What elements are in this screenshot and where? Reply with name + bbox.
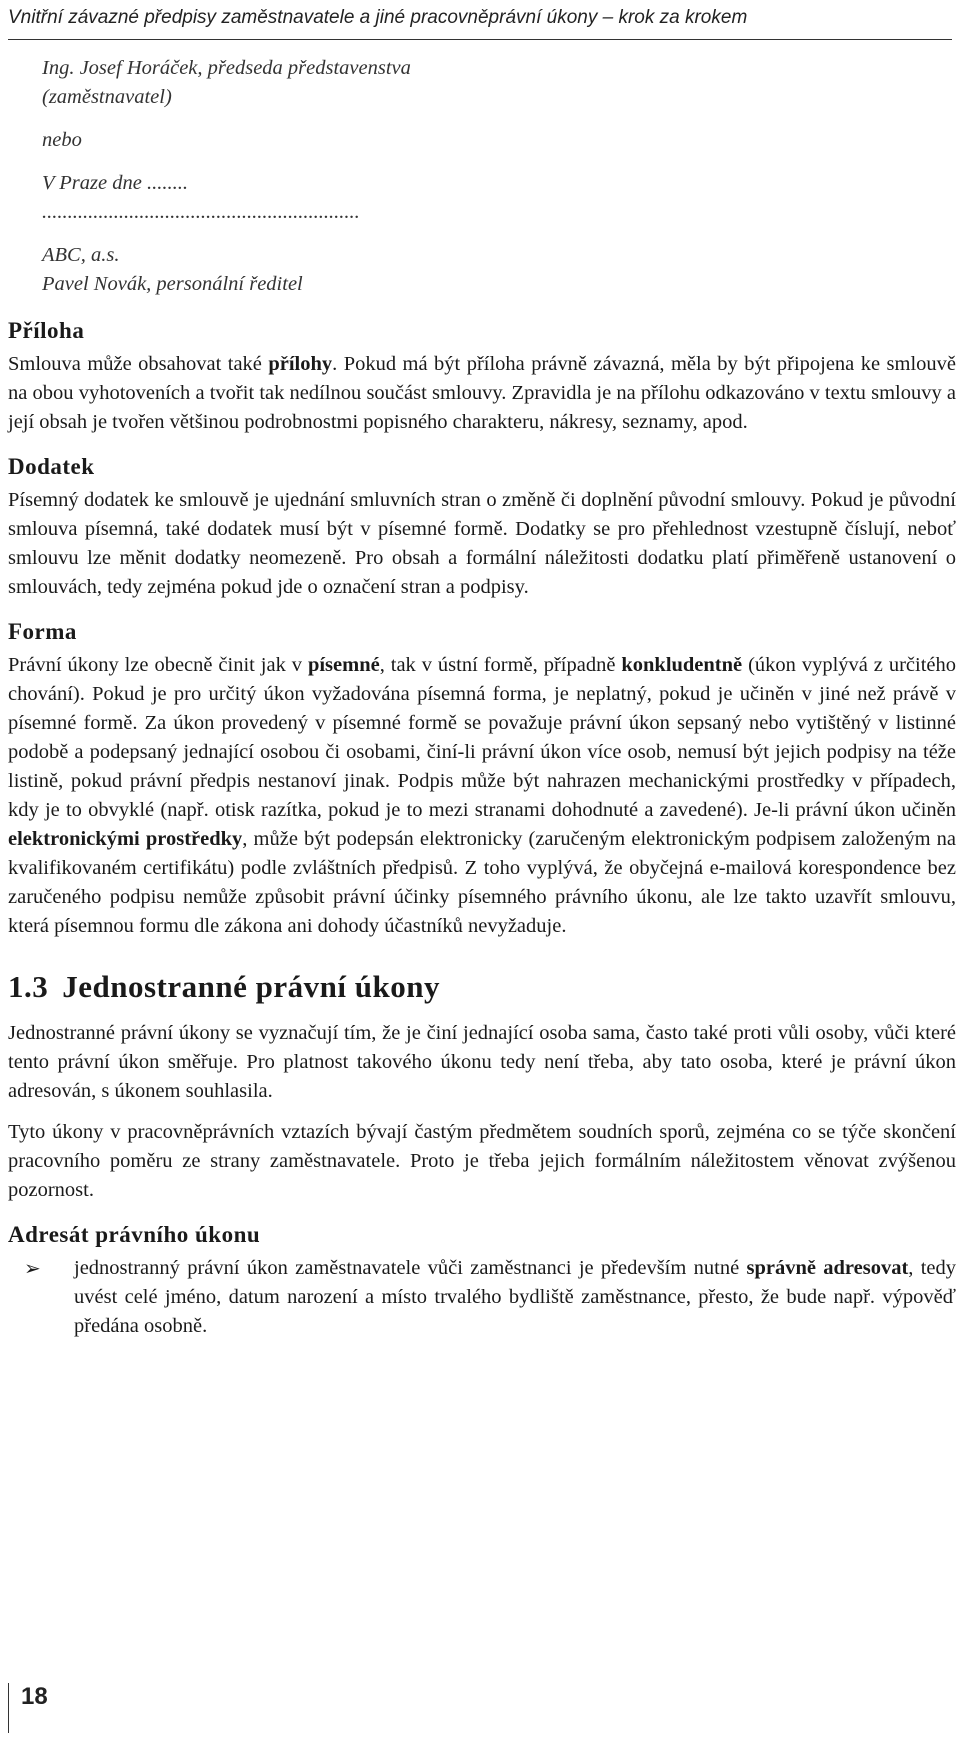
text-run: jednostranný právní úkon zaměstnavatele vůči zaměstnanci je především nutné: [74, 1257, 747, 1279]
signatory-line-2: Pavel Novák, personální ředitel: [42, 273, 303, 295]
page-number-box: [8, 1683, 69, 1733]
paragraph-forma: [8, 651, 956, 941]
bold-term: písemné: [307, 654, 380, 676]
text-run: (úkon vyplývá z určitého chování). Pokud je pro určitý úkon vyžadována písemná forma, je neplatný, pokud je učiněn v jiné než právě v písemné formě. Za úkon provedený v písemné formě se považuje právní úkon sepsaný nebo vytištěný v listinné podobě a podepsaný jednající osobou či osobami, činí-li právní úkon více osob, nemusí být jejich podpisy na téže listině, pokud právní předpis nestanoví jinak. Podpis může být nahrazen mechanickými prostředky v případech, kdy je to obvyklé (např. otisk razítka, pokud je to mezi stranami dohodnuté a zavedené). Je-li právní úkon učiněn: [8, 654, 956, 821]
heading-priloha: Příloha: [8, 318, 85, 343]
company-name: ABC, a.s.: [42, 244, 120, 266]
list-item-text: [74, 1254, 956, 1341]
text-run: , může být podepsán elektronicky (zaručeným elektronickým podpisem založeným na kvalifikovaném certifikátu) podle zvláštních předpisů. Z toho vyplývá, že obyčejná e-mailová korespondence bez zaručeného podpisu nemůže způsobit právní účinky písemného právního úkonu, ale lze takto uzavřít smlouvu, která písemnou formu dle zákona ani dohody účastníků nevyžaduje.: [8, 828, 956, 937]
running-header: [8, 5, 952, 40]
bold-term: přílohy: [268, 353, 333, 375]
section-number: 1.3: [8, 969, 49, 1004]
page-number: 18: [21, 1683, 48, 1710]
heading-forma: Forma: [8, 619, 77, 644]
header-title: Vnitřní závazné předpisy zaměstnavatele a jiné pracovněprávní úkony – krok za krokem: [8, 7, 748, 28]
paragraph-priloha: [8, 350, 956, 437]
paragraph-dodatek: Písemný dodatek ke smlouvě je ujednání smluvních stran o změně či doplnění původní smlouvy. Pokud je původní smlouva písemná, také dodatek musí být v písemné formě. Dodatky se pro přehlednost vzestupně číslují, neboť smlouvu lze měnit dodatky neomezeně. Pro obsah a formální náležitosti dodatku platí přiměřeně ustanovení o smlouvách, tedy zejména pokud jde o označení stran a podpisy.: [8, 489, 956, 598]
text-run: Smlouva může obsahovat také: [8, 353, 269, 375]
text-run: . Pokud má být příloha právně závazná, měla by být připojena ke smlouvě na obou vyhotoveních a tvořit tak nedílnou součást smlouvy. Zpravidla je na přílohu odkazováno v textu smlouvy a její obsah je tvořen většinou podrobnostmi popisného charakteru, nákresy, seznamy, apod.: [8, 353, 956, 433]
bold-term: konkludentně: [621, 654, 743, 676]
arrow-bullet-icon: ➢: [24, 1256, 41, 1280]
paragraph-section-2: Tyto úkony v pracovněprávních vztazích bývají častým předmětem soudních sporů, zejména co se týče skončení pracovního poměru ze strany zaměstnavatele. Proto je třeba jejich formálním náležitostem věnovat zvýšenou pozornost.: [8, 1121, 956, 1201]
text-run: , tak v ústní formě, případně: [379, 654, 622, 676]
signature-dots: ..............................................................: [42, 201, 360, 223]
bold-term: správně adresovat: [746, 1257, 909, 1279]
signatory-role: (zaměstnavatel): [42, 86, 172, 108]
signature-block: [42, 54, 956, 299]
section-heading: [8, 969, 956, 1005]
page-content: [8, 54, 956, 1341]
paragraph-section-1: Jednostranné právní úkony se vyznačují tím, že je činí jednající osoba sama, často také proti vůli osoby, vůči které tento právní úkon směřuje. Pro platnost takového úkonu tedy není třeba, aby tato osoba, které je právní úkon adresován, s úkonem souhlasila.: [8, 1022, 956, 1102]
signatory-line: Ing. Josef Horáček, předseda představenstva: [42, 57, 411, 79]
section-title: Jednostranné právní úkony: [62, 969, 440, 1004]
text-run: , tedy uvést celé jméno, datum narození a místo trvalého bydliště zaměstnance, přesto, že bude např. výpověď předána osobně.: [74, 1257, 956, 1337]
text-run: Právní úkony lze obecně činit jak v: [8, 654, 308, 676]
list-item: [8, 1254, 956, 1341]
place-date-line: V Praze dne ........: [42, 172, 188, 194]
heading-adresat: Adresát právního úkonu: [8, 1222, 261, 1247]
heading-dodatek: Dodatek: [8, 454, 95, 479]
alternative-word: nebo: [42, 129, 82, 151]
bold-term: elektronickými prostředky: [8, 828, 243, 850]
